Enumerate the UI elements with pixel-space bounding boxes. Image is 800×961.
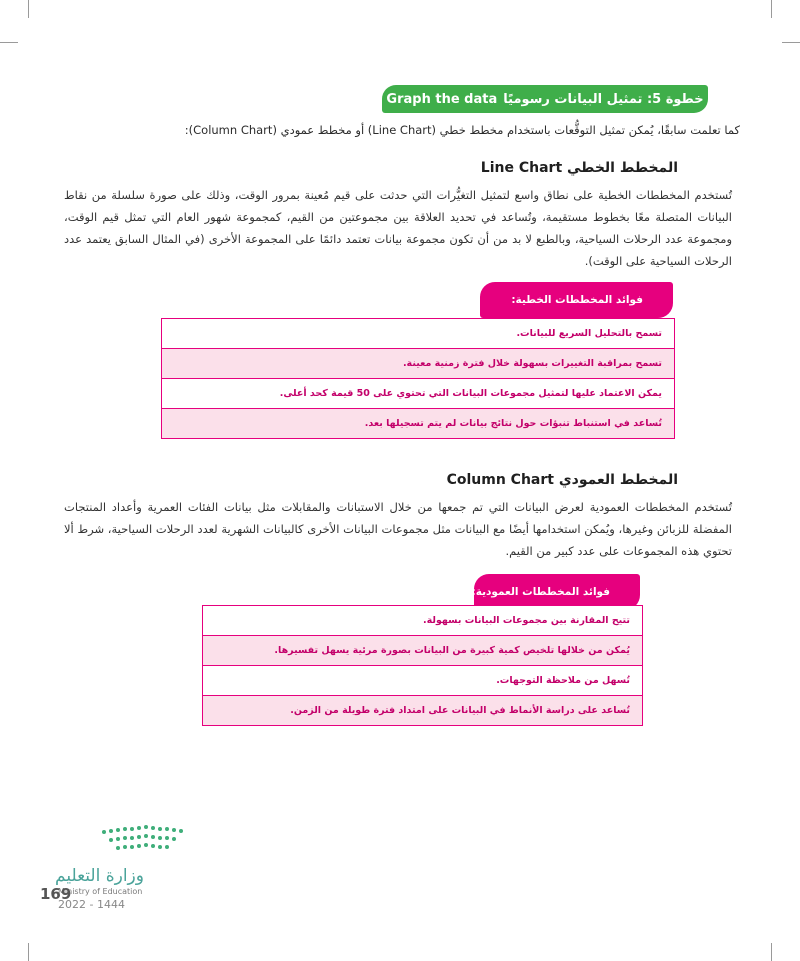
line-benefits-box	[161, 318, 675, 439]
logo-dot	[158, 845, 162, 849]
logo-dots-icon	[102, 825, 194, 857]
step-banner	[382, 85, 708, 113]
logo-dot	[172, 828, 176, 832]
logo-dot	[137, 844, 141, 848]
step-banner-english: Graph the data	[386, 91, 498, 107]
logo-dot	[116, 846, 120, 850]
logo-dot	[130, 836, 134, 840]
crop-mark	[771, 943, 772, 961]
logo-dot	[151, 826, 155, 830]
logo-dot	[144, 825, 148, 829]
benefit-row: تُساعد في استنباط تنبؤات حول نتائج بيانات لم يتم تسجيلها بعد.	[162, 409, 674, 438]
logo-dot	[151, 844, 155, 848]
column-chart-heading: المخطط العمودي Column Chart	[446, 472, 678, 488]
year-label: 2022 - 1444	[58, 898, 125, 911]
column-benefits-box	[202, 605, 643, 726]
line-benefits-title: فوائد المخططات الخطية:	[480, 282, 673, 318]
crop-mark	[28, 943, 29, 961]
logo-dot	[123, 827, 127, 831]
benefit-row: تُسهل من ملاحظة التوجهات.	[203, 666, 642, 696]
logo-dot	[137, 826, 141, 830]
crop-mark	[0, 42, 18, 43]
logo-dot	[123, 836, 127, 840]
crop-mark	[782, 42, 800, 43]
logo-dot	[116, 828, 120, 832]
column-chart-paragraph: تُستخدم المخططات العمودية لعرض البيانات التي تم جمعها من خلال الاستبانات والمقابلات مثل بيانات الفئات العمرية وأعداد المنتجات المفضلة للزبائن وغيرها، ويُمكن استخدامها أيضًا مع البيانات مثل مجموعات البيانات الأخرى كالبيانات الشهرية لعدد الرحلات السياحية، شرط ألا تحتوي هذه المجموعات على عدد كبير من القيم.	[64, 500, 732, 558]
benefit-row: تُساعد على دراسة الأنماط في البيانات على امتداد فترة طويلة من الزمن.	[203, 696, 642, 725]
step-banner-arabic: خطوة 5: تمثيل البيانات رسوميًا	[503, 91, 704, 107]
page-number: 169	[40, 885, 72, 903]
line-chart-heading: المخطط الخطي Line Chart	[480, 160, 678, 176]
logo-dot	[109, 838, 113, 842]
logo-dot	[165, 845, 169, 849]
logo-dot	[158, 827, 162, 831]
logo-dot	[151, 835, 155, 839]
logo-dot	[144, 843, 148, 847]
crop-mark	[28, 0, 29, 18]
logo-dot	[137, 835, 141, 839]
logo-dot	[130, 827, 134, 831]
logo-dot	[179, 829, 183, 833]
logo-dot	[158, 836, 162, 840]
intro-text: كما تعلمت سابقًا، يُمكن تمثيل التوقُّعات باستخدام مخطط خطي (Line Chart) أو مخطط عمودي (Column Chart):	[184, 123, 740, 137]
crop-mark	[771, 0, 772, 18]
logo-dot	[144, 834, 148, 838]
benefit-row: تسمح بمراقبة التغييرات بسهولة خلال فترة زمنية معينة.	[162, 349, 674, 379]
logo-dot	[123, 845, 127, 849]
logo-dot	[165, 827, 169, 831]
logo-dot	[172, 837, 176, 841]
logo-dot	[130, 845, 134, 849]
benefit-row: تسمح بالتحليل السريع للبيانات.	[162, 319, 674, 349]
ministry-name-arabic: وزارة التعليم	[55, 866, 144, 886]
benefit-row: يُمكن من خلالها تلخيص كمية كبيرة من البيانات بصورة مرئية يسهل تفسيرها.	[203, 636, 642, 666]
line-chart-paragraph: تُستخدم المخططات الخطية على نطاق واسع لتمثيل التغيُّرات التي حدثت على قيم مُعينة بمرور الوقت، وذلك على صورة سلسلة من نقاط البيانات المتصلة معًا بخطوط مستقيمة، وتُساعد في تحديد العلاقة بين مجموعتين من القيم، كمجموعة شهور العام التي تمثل قيم الوقت، ومجموعة عدد الرحلات السياحية، وبالطبع لا بد من أن تكون مجموعة بيانات تعتمد دائمًا على المجموعة الأخرى (في المثال السابق يعتمد عدد الرحلات السياحية على الوقت).	[64, 188, 732, 268]
logo-dot	[102, 830, 106, 834]
logo-dot	[109, 829, 113, 833]
logo-dot	[165, 836, 169, 840]
ministry-name-english: Ministry of Education	[58, 887, 143, 896]
benefit-row: تتيح المقارنة بين مجموعات البيانات بسهولة.	[203, 606, 642, 636]
logo-dot	[116, 837, 120, 841]
benefit-row: يمكن الاعتماد عليها لتمثيل مجموعات البيانات التي تحتوي على 50 قيمة كحد أعلى.	[162, 379, 674, 409]
column-benefits-title: فوائد المخططات العمودية:	[474, 574, 640, 610]
